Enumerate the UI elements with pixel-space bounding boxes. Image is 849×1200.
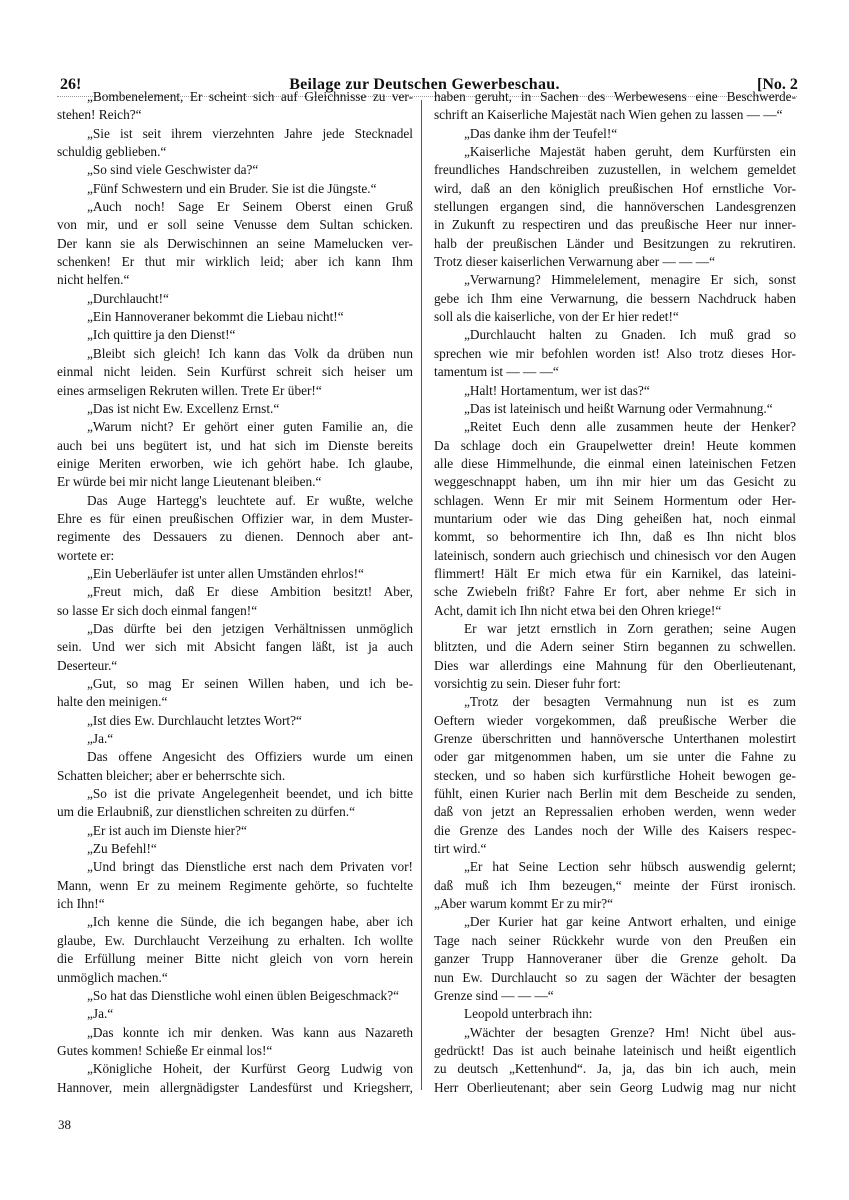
running-title: Beilage zur Deutschen Gewerbeschau.	[289, 76, 560, 93]
text-line: sprechen wie mir befohlen worden ist! Also trotz dieses Hor-	[434, 345, 796, 361]
text-line: Das Auge Hartegg's leuchtete auf. Er wußte, welche	[87, 492, 413, 508]
text-line: die Erfüllung meiner Bitte nicht gleich von vorn herein	[57, 951, 413, 967]
text-line: Dies war allerdings eine Mahnung für den Oberlieutenant,	[434, 657, 796, 673]
text-line: tamentum ist — — —“	[434, 364, 559, 380]
text-line: die Grenze des Landes noch der Wille des Kaisers respec-	[434, 822, 796, 838]
paragraph	[57, 198, 413, 290]
text-line: Gutes kommen! Schieße Er einmal los!“	[57, 1042, 273, 1058]
text-line: „Ein Ueberläufer ist unter allen Umständen ehrlos!“	[87, 565, 364, 581]
text-line: Schatten bleicher; aber er beherrschte sich.	[57, 767, 286, 783]
text-line: blitzten, und die Adern seiner Stirn begannen zu schwellen.	[434, 639, 796, 655]
text-line: glaube, Ew. Durchlaucht Verzeihung zu erhalten. Ich wollte	[57, 932, 413, 948]
text-line: eines armseligen Rekruten willen. Trete Er über!“	[57, 382, 322, 398]
paragraph	[434, 400, 796, 418]
text-line: „Ja.“	[87, 731, 114, 747]
text-line: Tage nach seiner Rückkehr wurde von den Preußen ein	[434, 932, 796, 948]
text-line: „Gut, so mag Er seinen Willen haben, und ich be-	[87, 676, 413, 691]
text-line: „Königliche Hoheit, der Kurfürst Georg Ludwig von	[87, 1061, 413, 1077]
text-line: daß muß ich Ihm bezeugen,“ meinte der Fürst ironisch.	[434, 877, 796, 893]
text-line: schlagen. Wenn Er mir mit Seinem Hormentum oder Her-	[434, 492, 796, 508]
text-line: fühlt, einen Kurier nach Berlin mit dem Bescheide zu senden,	[434, 786, 796, 802]
paragraph	[57, 730, 413, 748]
text-line: stellungen ergangen sind, die hannöverschen Landesgrenzen	[434, 199, 796, 215]
text-line: wortete er:	[57, 547, 115, 563]
paragraph	[434, 418, 796, 620]
text-line: ich Ihn!“	[57, 896, 105, 912]
text-line: stecken, und so haben sich kurfürstliche Hoheit bewogen ge-	[434, 767, 796, 783]
paragraph	[57, 913, 413, 986]
paragraph	[434, 858, 796, 913]
paragraph	[57, 785, 413, 822]
paragraph	[57, 88, 413, 125]
paragraph	[434, 143, 796, 271]
text-line: um die Erlaubniß, zur dienstlichen schreiten zu dürfen.“	[57, 804, 355, 820]
text-line: daß von jetzt an Repressalien erhoben werden, wenn weder	[434, 804, 796, 820]
paragraph	[434, 88, 796, 125]
text-line: Hannover, mein allergnädigster Landesfürst und Kriegsherr,	[57, 1079, 413, 1095]
text-line: Das offene Angesicht des Offiziers wurde um einen	[87, 749, 413, 765]
text-line: „Bombenelement, Er scheint sich auf Gleichnisse zu ver-	[87, 89, 413, 104]
paragraph	[57, 1005, 413, 1023]
text-line: „Reitet Euch denn alle zusammen heute der Henker?	[464, 419, 796, 435]
text-line: Herr Oberlieutenant; aber sein Georg Ludwig mag nur nicht	[434, 1079, 796, 1095]
paragraph	[57, 748, 413, 785]
text-line: „Ich quittire ja den Dienst!“	[87, 327, 236, 343]
text-line: „Warum nicht? Er gehört einer guten Familie an, die	[87, 419, 413, 435]
text-line: Trotz dieser kaiserlichen Verwarnung aber — — —“	[434, 254, 716, 270]
text-line: „Halt! Hortamentum, wer ist das?“	[464, 382, 650, 398]
paragraph	[57, 125, 413, 162]
text-line: regimente des Dessauers zu dienen. Dennoch aber ant-	[57, 529, 413, 545]
paragraph	[434, 1024, 796, 1097]
paragraph	[57, 1024, 413, 1061]
text-line: Er würde bei mir nicht lange Lieutenant bleiben.“	[57, 474, 322, 490]
text-line: gedrückt! Das ist auch beinahe lateinisch und heißt eigentlich	[434, 1042, 796, 1058]
text-line: Grenze sind — — —“	[434, 987, 554, 1003]
text-line: von mir, und er soll seine Venusse dem Sultan schicken.	[57, 217, 413, 233]
text-line: „Der Kurier hat gar keine Antwort erhalten, und einige	[464, 914, 796, 930]
text-line: „Wächter der besagten Grenze? Hm! Nicht übel aus-	[464, 1024, 796, 1040]
text-line: gebe ich Ihm eine Verwarnung, die bessern Nachdruck haben	[434, 290, 796, 306]
text-line: „Trotz der besagten Vermahnung nun ist es zum	[464, 694, 796, 710]
text-line: kommt, so behormentire ich Ihn, daß es Ihn nicht blos	[434, 529, 796, 545]
text-line: wird, daß an den königlich preußischen Hof ernstliche Vor-	[434, 180, 796, 196]
column-divider	[421, 100, 422, 1090]
text-line: „Kaiserliche Majestät haben geruht, dem Kurfürsten ein	[464, 144, 796, 160]
paragraph	[57, 290, 413, 308]
text-line: „Auch noch! Sage Er Seinem Oberst einen Gruß	[87, 199, 413, 215]
page-number: 26!	[60, 76, 82, 93]
text-line: „Ja.“	[87, 1006, 114, 1022]
text-line: einige Meriten erworben, wie ich gehört habe. Ich glaube,	[57, 455, 413, 471]
paragraph	[57, 620, 413, 675]
text-line: „Das dürfte bei den jetzigen Verhältnissen unmöglich	[87, 620, 413, 636]
text-line: so lasse Er sich doch einmal fangen!“	[57, 602, 258, 618]
text-line: Da schlage doch ein Graupelwetter drein! Heute kommen	[434, 437, 796, 453]
text-line: lateinisch, sondern auch griechisch und chinesisch vor den Augen	[434, 547, 796, 563]
text-column-left	[57, 88, 413, 1097]
text-line: „Freut mich, daß Er diese Ambition besitzt! Aber,	[87, 584, 413, 600]
paragraph	[57, 675, 413, 712]
text-line: „Das ist lateinisch und heißt Warnung oder Vermahnung.“	[464, 400, 773, 416]
text-line: schenken! Er thut mir wirklich leid; aber ich kann Ihm	[57, 254, 413, 270]
text-line: haben geruht, in Sachen des Werbewesens eine Beschwerde-	[434, 89, 796, 104]
text-line: nun Ew. Durchlaucht so zu sagen der Wächter der besagten	[434, 969, 796, 985]
paragraph	[434, 271, 796, 326]
paragraph	[57, 840, 413, 858]
text-line: vorsichtig zu sein. Dieser fuhr fort:	[434, 676, 621, 691]
text-line: „Er ist auch im Dienste hier?“	[87, 822, 247, 838]
text-line: sche Zwiebeln frißt? Fahre Er fort, aber nehme Er sich in	[434, 584, 796, 600]
text-line: „Ich kenne die Sünde, die ich begangen habe, aber ich	[87, 914, 413, 930]
text-line: Oeftern wieder vorgekommen, daß preußische Werber die	[434, 712, 796, 728]
text-line: „Das danke ihm der Teufel!“	[464, 125, 618, 141]
text-line: „Zu Befehl!“	[87, 841, 157, 857]
text-line: „Bleibt sich gleich! Ich kann das Volk da drüben nun	[87, 345, 413, 361]
paragraph	[57, 565, 413, 583]
text-line: zu deutsch „Kettenhund“. Ja, ja, das bin ich auch, mein	[434, 1061, 796, 1077]
paragraph	[434, 620, 796, 693]
text-line: stehen! Reich?“	[57, 107, 142, 123]
text-line: Ehre es für einen preußischen Offizier war, in dem Muster-	[57, 510, 413, 526]
text-line: freundliches Handschreiben zuzustellen, in welchem gemeldet	[434, 162, 796, 178]
paragraph	[57, 583, 413, 620]
paragraph	[57, 345, 413, 400]
text-line: „Aber warum kommt Er zu mir?“	[434, 896, 614, 912]
text-line: einmal nicht leiden. Sein Kurfürst schreit sich heiser um	[57, 364, 413, 380]
text-line: Leopold unterbrach ihn:	[464, 1006, 593, 1022]
text-line: tirt wird.“	[434, 841, 487, 857]
text-line: „So hat das Dienstliche wohl einen üblen Beigeschmack?“	[87, 987, 400, 1003]
text-line: Deserteur.“	[57, 657, 118, 673]
text-line: „Ein Hannoveraner bekommt die Liebau nicht!“	[87, 309, 344, 325]
text-line: in Zukunft zu respectiren und das preußische Heer nur inner-	[434, 217, 796, 233]
paragraph	[57, 987, 413, 1005]
text-line: „Ist dies Ew. Durchlaucht letztes Wort?“	[87, 712, 302, 728]
text-line: nicht helfen.“	[57, 272, 130, 288]
paragraph	[434, 326, 796, 381]
paragraph	[57, 712, 413, 730]
text-line: halb der preußischen Länder und Besitzungen zu rekrutiren.	[434, 235, 796, 251]
text-line: Der kann sie als Derwischinnen an seine Mamelucken ver-	[57, 235, 413, 251]
text-line: unmöglich machen.“	[57, 969, 168, 985]
paragraph	[434, 382, 796, 400]
text-line: soll als die kaiserliche, von der Er hier redet!“	[434, 309, 679, 325]
text-line: auch bei uns begütert ist, und hat sich im Dienste bereits	[57, 437, 413, 453]
text-line: „Sie ist seit ihrem vierzehnten Jahre jede Stecknadel	[87, 125, 413, 141]
text-line: alle diese Himmelhunde, die einmal einen lateinischen Fetzen	[434, 455, 796, 471]
text-line: „So ist die private Angelegenheit beendet, und ich bitte	[87, 786, 413, 802]
paragraph	[57, 492, 413, 565]
paragraph	[57, 1060, 413, 1097]
text-column-right	[434, 88, 796, 1097]
paragraph	[434, 1005, 796, 1023]
text-line: Acht, damit ich Ihn nicht etwa bei den Ohren kriege!“	[434, 602, 722, 618]
text-line: halte den meinigen.“	[57, 694, 168, 710]
text-line: oder gar mitgenommen haben, um sie unter die Fahne zu	[434, 749, 796, 765]
text-line: weggeschnappt haben, um ihn mir hier um das Gesicht zu	[434, 474, 796, 490]
text-line: „Durchlaucht!“	[87, 290, 169, 306]
text-line: schrift an Kaiserliche Majestät nach Wien gehen zu lassen — —“	[434, 107, 783, 123]
text-line: „Fünf Schwestern und ein Bruder. Sie ist die Jüngste.“	[87, 180, 377, 196]
footer-number: 38	[58, 1117, 71, 1132]
paragraph	[57, 326, 413, 344]
text-line: Er war jetzt ernstlich in Zorn gerathen; seine Augen	[464, 620, 796, 636]
text-line: muntarium oder wie das Ding geheißen hat, noch einmal	[434, 510, 796, 526]
text-line: Grenze überschritten und hannöversche Unterthanen molestirt	[434, 731, 796, 747]
text-line: „Durchlaucht halten zu Gnaden. Ich muß grad so	[464, 327, 796, 343]
text-line: ganzer Trupp Hannoveraner über die Grenze geholt. Da	[434, 951, 796, 967]
text-line: Mann, wenn Er zu meinem Regimente gehörte, so fuchtelte	[57, 877, 413, 893]
text-line: „Und bringt das Dienstliche erst nach dem Privaten vor!	[87, 859, 413, 875]
text-line: flimmert! Hält Er mich etwa für ein Karnikel, das lateini-	[434, 565, 796, 581]
text-line: „So sind viele Geschwister da?“	[87, 162, 259, 178]
paragraph	[57, 400, 413, 418]
paragraph	[434, 693, 796, 858]
paragraph	[434, 125, 796, 143]
text-line: „Er hat Seine Lection sehr hübsch auswendig gelernt;	[464, 859, 796, 875]
paragraph	[57, 161, 413, 179]
text-line: sein. Und wer sich mit Absicht fangen läßt, ist ja auch	[57, 639, 413, 655]
paragraph	[434, 913, 796, 1005]
paragraph	[57, 180, 413, 198]
paragraph	[57, 858, 413, 913]
paragraph	[57, 822, 413, 840]
text-line: „Das konnte ich mir denken. Was kann aus Nazareth	[87, 1024, 413, 1040]
text-line: „Das ist nicht Ew. Excellenz Ernst.“	[87, 400, 280, 416]
text-line: „Verwarnung? Himmelelement, menagire Er sich, sonst	[464, 272, 796, 288]
issue-number: [No. 2	[757, 76, 798, 93]
text-line: schuldig geblieben.“	[57, 144, 167, 160]
paragraph	[57, 308, 413, 326]
paragraph	[57, 418, 413, 491]
